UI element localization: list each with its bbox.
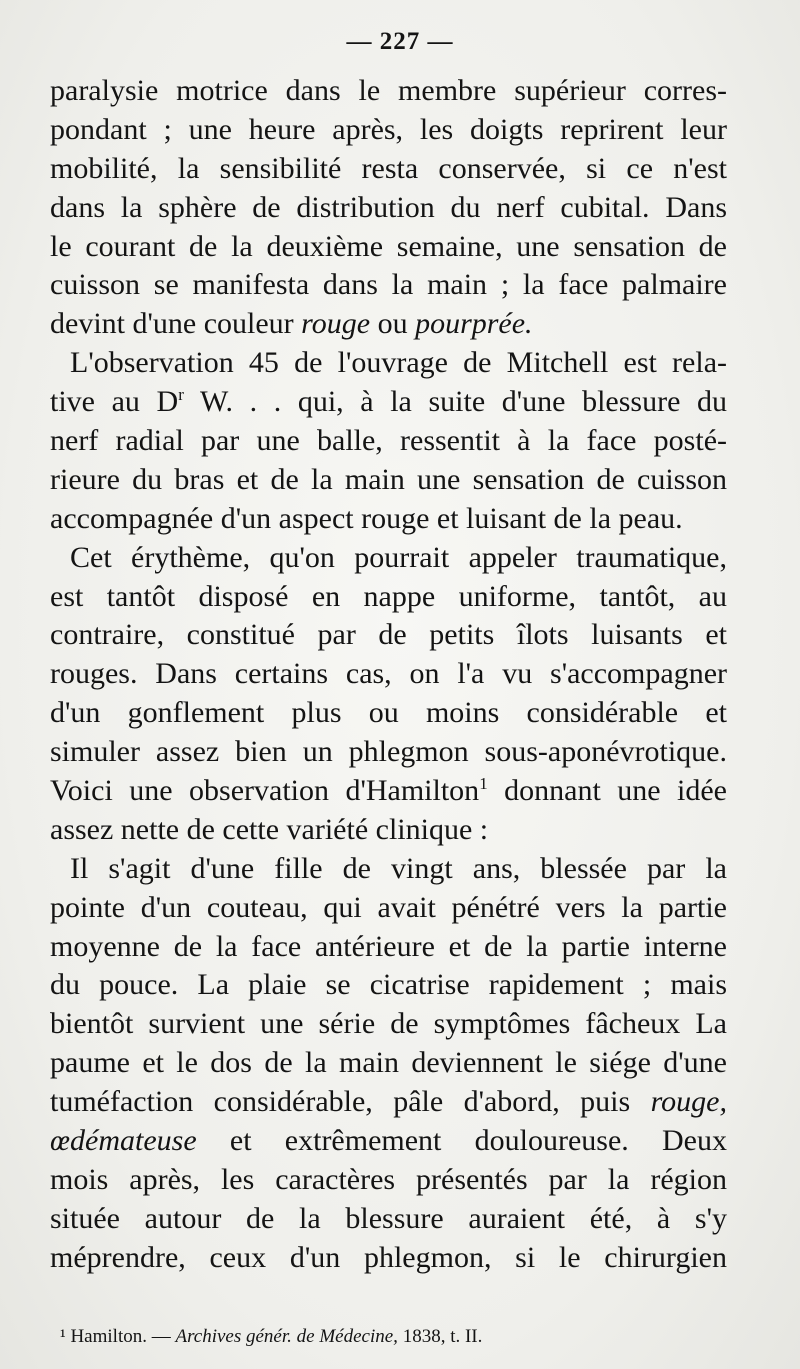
text-line: cuisson se manifesta dans la main ; la face palmaire <box>50 268 727 302</box>
text-line: le courant de la deuxième semaine, une sensation de <box>50 229 727 263</box>
text-line: mobilité, la sensibilité resta conservée, si ce n'est <box>50 151 727 185</box>
italic-word: rouge, <box>650 1085 727 1119</box>
text-line: accompagnée d'un aspect rouge et luisant de la peau. <box>50 501 683 535</box>
text-line: d'un gonflement plus ou moins considérable et <box>50 696 727 730</box>
text-line: méprendre, ceux d'un phlegmon, si le chirurgien <box>50 1240 727 1274</box>
footnote-reference: 1 <box>479 774 488 794</box>
text-line: paralysie motrice dans le membre supérieur corres- <box>50 74 727 107</box>
text-line: rieure du bras et de la main une sensation de cuisson <box>50 462 727 496</box>
text-line: pointe d'un couteau, qui avait pénétré vers la partie <box>50 890 727 924</box>
text-line <box>50 383 727 422</box>
footnote-marker: ¹ <box>60 1326 66 1347</box>
text-segment: et extrêmement douloureuse. Deux <box>196 1124 727 1158</box>
text-line: du pouce. La plaie se cicatrise rapidement ; mais <box>50 968 727 1002</box>
text-segment: devint d'une couleur <box>50 307 302 341</box>
text-line: dans la sphère de distribution du nerf cubital. Dans <box>50 190 727 224</box>
text-segment: ou <box>370 307 416 341</box>
italic-word: pourprée. <box>415 307 533 341</box>
text-segment: tuméfaction considérable, pâle d'abord, puis <box>50 1085 651 1119</box>
text-line <box>50 1122 727 1161</box>
text-line <box>50 772 727 811</box>
text-line: mois après, les caractères présentés par la région <box>50 1162 727 1196</box>
body-text <box>50 72 727 1278</box>
text-line: Cet érythème, qu'on pourrait appeler traumatique, <box>70 540 727 574</box>
text-line: pondant ; une heure après, les doigts reprirent leur <box>50 112 727 146</box>
superscript: r <box>178 385 184 405</box>
text-segment: W. . . qui, à la suite d'une blessure du <box>183 385 728 419</box>
text-line: située autour de la blessure auraient été, à s'y <box>50 1201 727 1235</box>
italic-word: rouge <box>301 307 371 341</box>
page-number: — 227 — <box>346 28 454 55</box>
footnote-ref: 1838, t. II. <box>397 1326 483 1347</box>
text-line: paume et le dos de la main deviennent le siége d'une <box>50 1046 727 1080</box>
footnote-title: Archives génér. de Médecine, <box>175 1326 398 1347</box>
text-line: L'observation 45 de l'ouvrage de Mitchell est rela- <box>70 346 727 380</box>
text-line: moyenne de la face antérieure et de la partie interne <box>50 929 727 963</box>
text-segment: donnant une idée <box>487 774 728 808</box>
text-line: contraire, constitué par de petits îlots luisants et <box>50 618 727 652</box>
text-line: bientôt survient une série de symptômes fâcheux La <box>50 1007 727 1041</box>
text-line: nerf radial par une balle, ressentit à la face posté- <box>50 424 727 458</box>
text-line <box>50 305 727 344</box>
text-line: simuler assez bien un phlegmon sous-aponévrotique. <box>50 735 727 769</box>
text-line: Il s'agit d'une fille de vingt ans, blessée par la <box>70 851 727 885</box>
text-line: assez nette de cette variété clinique : <box>50 812 489 846</box>
footnote-author: Hamilton. — <box>65 1326 176 1347</box>
text-segment: Voici une observation d'Hamilton <box>50 774 480 808</box>
text-line <box>50 1083 727 1122</box>
footnote <box>60 1326 482 1348</box>
italic-word: œdémateuse <box>50 1124 197 1158</box>
text-line: rouges. Dans certains cas, on l'a vu s'accompagner <box>50 657 727 691</box>
text-line: est tantôt disposé en nappe uniforme, tantôt, au <box>50 579 727 613</box>
text-segment: tive au D <box>50 385 179 419</box>
